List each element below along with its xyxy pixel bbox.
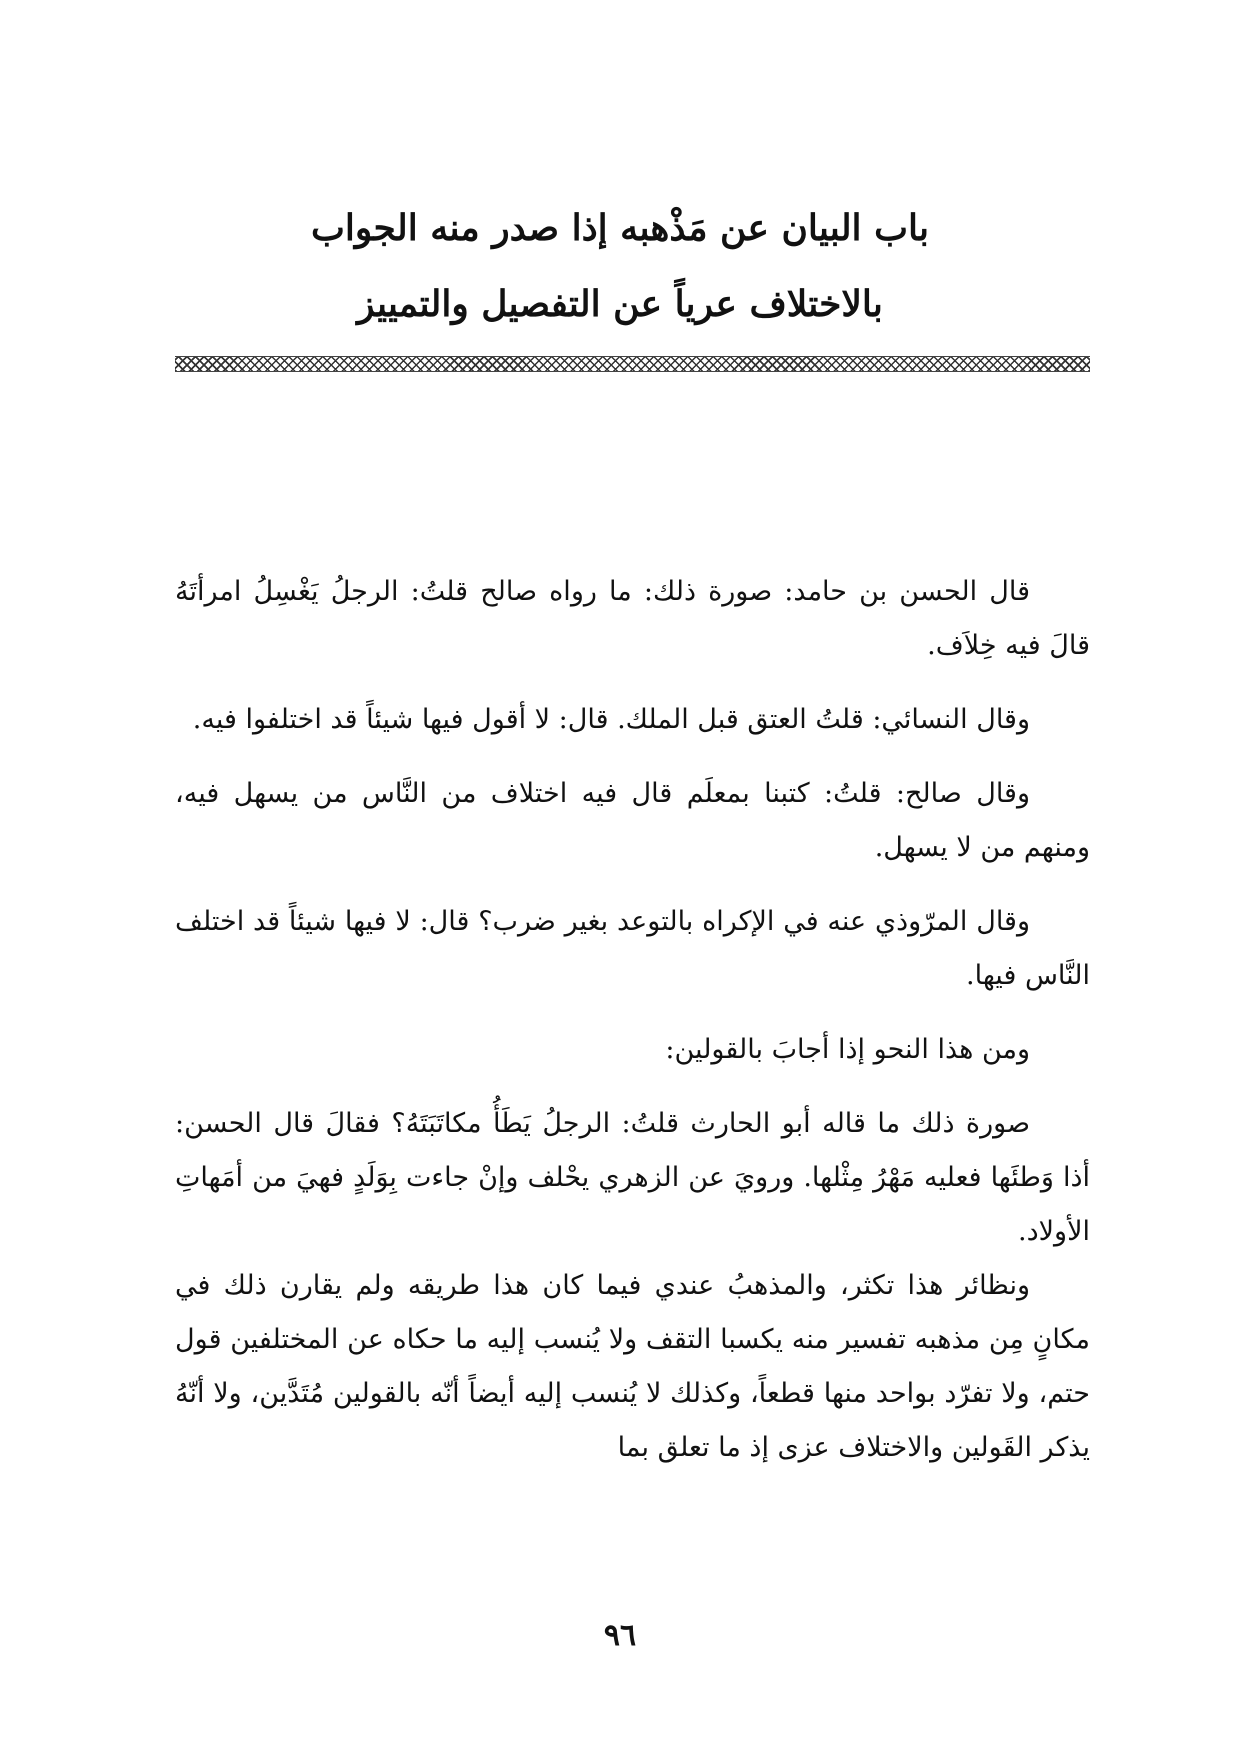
paragraph-1: قال الحسن بن حامد: صورة ذلك: ما رواه صالح قلتُ: الرجلُ يَغْسِلُ امرأتَهُ قالَ فيه خِلاَف. [175, 576, 1090, 661]
paragraph-2: وقال النسائي: قلتُ العتق قبل الملك. قال: لا أقول فيها شيئاً قد اختلفوا فيه. [192, 704, 1030, 735]
chapter-title-line-2: بالاختلاف عرياً عن التفصيل والتمييز [357, 283, 883, 325]
paragraph-5: ومن هذا النحو إذا أجابَ بالقولين: [665, 1034, 1030, 1065]
chapter-title-line-1: باب البيان عن مَذْهبه إذا صدر منه الجواب [311, 207, 929, 249]
paragraph-4: وقال المرّوذي عنه في الإكراه بالتوعد بغير ضرب؟ قال: لا فيها شيئاً قد اختلف النَّاس فيها. [175, 906, 1090, 991]
chapter-title [160, 190, 1080, 342]
ornamental-divider [175, 356, 1090, 372]
paragraph-7: ونظائر هذا تكثر، والمذهبُ عندي فيما كان هذا طريقه ولم يقارن ذلك في مكانٍ مِن مذهبه تفسير منه يكسبا التقف ولا يُنسب إليه ما حكاه عن المختلفين قول حتم، ولا تفرّد بواحد منها قطعاً، وكذلك لا يُنسب إليه أيضاً أنّه بالقولين مُتَدَّين، ولا أنّهُ يذكر القَولين والاختلاف عزى إذ ما تعلق بما [175, 1270, 1090, 1463]
paragraph-6: صورة ذلك ما قاله أبو الحارث قلتُ: الرجلُ يَطَأُ مكاتَبَتَهُ؟ فقالَ قال الحسن: أذا وَطئَها فعليه مَهْرُ مِثْلها. ورويَ عن الزهري يحْلف وإنْ جاءت بِوَلَدٍ فهيَ من أمَهاتِ الأولاد. [175, 1108, 1090, 1247]
paragraph-3: وقال صالح: قلتُ: كتبنا بمعلَم قال فيه اختلاف من النَّاس من يسهل فيه، ومنهم من لا يسهل. [175, 778, 1090, 863]
page-number: ٩٦ [603, 1618, 637, 1653]
body-text [175, 565, 1090, 1475]
